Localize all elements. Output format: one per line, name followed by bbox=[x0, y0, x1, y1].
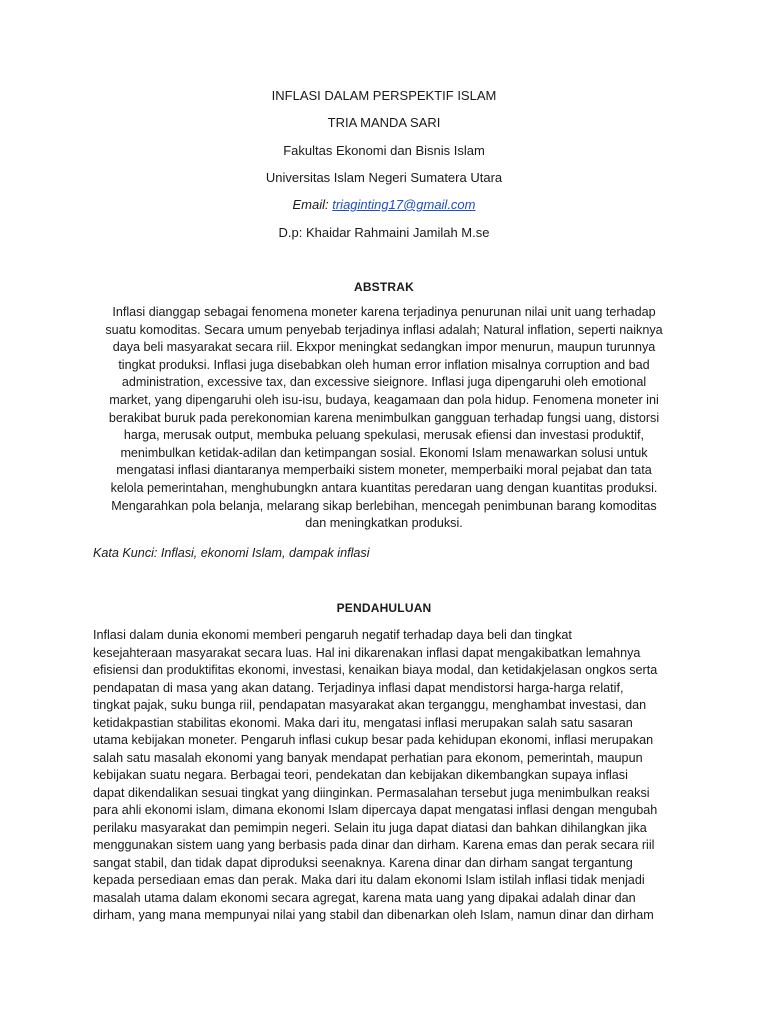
intro-line: perilaku masyarakat dan pemimpin negeri. Selain itu juga dapat diatasi dan bahkan dihilangkan jika bbox=[93, 820, 647, 835]
intro-body bbox=[93, 627, 693, 925]
intro-line: utama kebijakan moneter. Pengaruh inflasi cukup besar pada kehidupan ekonomi, inflasi merupakan bbox=[93, 733, 654, 747]
intro-line: pendapatan di masa yang akan datang. Terjadinya inflasi dapat mendistorsi harga-harga relatif, bbox=[93, 680, 624, 695]
abstract-line: market, yang dipengaruhi oleh isu-isu, budaya, keagamaan dan pola hidup. Fenomena moneter ini bbox=[109, 392, 659, 407]
keywords-line: Kata Kunci: Inflasi, ekonomi Islam, dampak inflasi bbox=[93, 546, 370, 560]
intro-line: efisiensi dan produktifitas ekonomi, investasi, kenaikan biaya modal, dan ketidakjelasan ongkos serta bbox=[93, 663, 658, 677]
document-title: INFLASI DALAM PERSPEKTIF ISLAM bbox=[271, 88, 497, 103]
abstract-heading: ABSTRAK bbox=[353, 280, 415, 294]
abstract-line: mengatasi inflasi diantaranya memperbaiki sistem moneter, memperbaiki moral pejabat dan tata bbox=[116, 463, 652, 478]
email-label: Email: bbox=[292, 197, 333, 212]
abstract-line: Inflasi dianggap sebagai fenomena moneter karena terjadinya penurunan nilai unit uang terhadap bbox=[112, 305, 656, 319]
intro-line: salah satu masalah ekonomi yang banyak mendapat perhatian para ekonom, pemerintah, maupun bbox=[93, 750, 643, 765]
intro-line: dirham, yang mana mempunyai nilai yang stabil dan dibenarkan oleh Islam, namun dinar dan dirham bbox=[93, 908, 654, 922]
intro-line: menggunakan sistem uang yang berbasis pada dinar dan dirham. Karena emas dan perak secara riil bbox=[93, 838, 655, 852]
abstract-line: administration, excessive tax, dan excessive sieignore. Inflasi juga dipengaruhi oleh emotional bbox=[121, 375, 647, 390]
advisor-line: D.p: Khaidar Rahmaini Jamilah M.se bbox=[278, 225, 490, 240]
intro-heading: PENDAHULUAN bbox=[336, 601, 432, 615]
abstract-line: menimbulkan ketidak-adilan dan ketimpangan sosial. Ekonomi Islam menawarkan solusi untuk bbox=[120, 445, 648, 460]
intro-line: kepada persediaan emas dan perak. Maka dari itu dalam ekonomi Islam istilah inflasi tidak menjadi bbox=[93, 873, 645, 887]
abstract-line: dan meningkatkan produksi. bbox=[305, 516, 463, 531]
abstract-line: daya beli masyarakat secara riil. Ekxpor meningkat sedangkan impor menurun, maupun turunnya bbox=[112, 340, 656, 355]
intro-line: kebijakan suatu negara. Berbagai teori, pendekatan dan kebijakan dikembangkan supaya inflasi bbox=[93, 768, 628, 782]
abstract-line: Mengarahkan pola belanja, melarang sikap berlebihan, mencegah penimbunan barang komoditas bbox=[111, 498, 657, 513]
university-name: Universitas Islam Negeri Sumatera Utara bbox=[265, 170, 503, 185]
email-line bbox=[0, 197, 768, 213]
email-link[interactable]: triaginting17@gmail.com bbox=[332, 197, 476, 212]
abstract-line: harga, merusak output, membuka peluang spekulasi, merusak efiensi dan investasi produktif, bbox=[123, 428, 645, 443]
author-name: TRIA MANDA SARI bbox=[327, 115, 441, 130]
intro-line: tingkat pajak, suku bunga riil, pendapatan masyarakat akan terganggu, menghambat investasi, dan bbox=[93, 698, 647, 712]
intro-line: para ahli ekonomi islam, dimana ekonomi Islam dipercaya dapat mengatasi inflasi dengan mengubah bbox=[93, 803, 658, 817]
abstract-line: suatu komoditas. Secara umum penyebab terjadinya inflasi adalah; Natural inflation, seperti naiknya bbox=[105, 322, 663, 337]
abstract-line: tingkat produksi. Inflasi juga disebabkan oleh human error inflation misalnya corruption and bad bbox=[118, 357, 650, 372]
intro-line: Inflasi dalam dunia ekonomi memberi pengaruh negatif terhadap daya beli dan tingkat bbox=[93, 628, 572, 642]
abstract-body bbox=[88, 304, 680, 533]
intro-line: kesejahteraan masyarakat secara luas. Hal ini dikarenakan inflasi dapat mengakibatkan lemahnya bbox=[93, 645, 641, 660]
intro-line: sangat stabil, dan tidak dapat diproduksi seenaknya. Karena dinar dan dirham sangat tergantung bbox=[93, 855, 633, 870]
abstract-line: berakibat buruk pada perekonomian karena menimbulkan gangguan terhadap fungsi uang, distorsi bbox=[108, 410, 660, 425]
intro-line: masalah utama dalam ekonomi secara agregat, karena mata uang yang dipakai adalah dinar dan bbox=[93, 890, 636, 905]
intro-line: dapat dikendalikan sesuai tingkat yang diinginkan. Permasalahan tersebut juga menimbulkan reaksi bbox=[93, 785, 650, 800]
abstract-line: kelola pemerintahan, menghubungkn antara kuantitas peredaran uang dengan kuantitas produksi. bbox=[110, 480, 658, 495]
faculty-name: Fakultas Ekonomi dan Bisnis Islam bbox=[283, 143, 485, 158]
intro-line: ketidakpastian stabilitas ekonomi. Maka dari itu, mengatasi inflasi merupakan salah satu sasaran bbox=[93, 715, 633, 730]
